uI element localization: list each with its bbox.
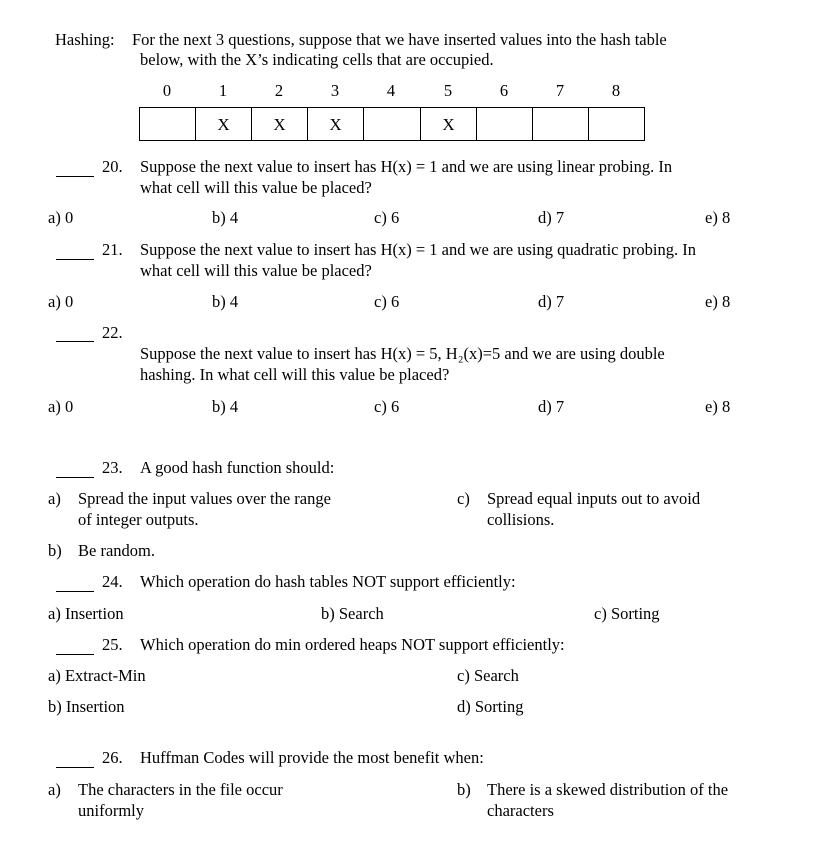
answer-blank[interactable]	[56, 341, 94, 342]
option-b[interactable]: Be random.	[78, 541, 155, 560]
option-a[interactable]: The characters in the file occur	[78, 780, 283, 799]
hash-cell	[363, 107, 421, 141]
cell-index: 7	[555, 81, 565, 100]
option-c[interactable]: Spread equal inputs out to avoid	[487, 489, 701, 508]
option-b[interactable]: b) 4	[212, 292, 239, 311]
hash-cell	[476, 107, 533, 141]
option-c[interactable]: c) 6	[374, 208, 400, 227]
cell-index: 2	[274, 81, 284, 100]
cell-index: 1	[218, 81, 228, 100]
option-b-letter[interactable]: b)	[457, 780, 471, 799]
intro-line-1: For the next 3 questions, suppose that we have inserted values into the hash table	[132, 30, 667, 49]
option-a-cont[interactable]: uniformly	[78, 801, 144, 820]
hash-cell: X	[307, 107, 364, 141]
question-number: 25.	[102, 635, 123, 654]
answer-blank[interactable]	[56, 259, 94, 260]
option-c[interactable]: c) 6	[374, 397, 400, 416]
question-text: hashing. In what cell will this value be placed?	[140, 365, 450, 384]
answer-blank[interactable]	[56, 591, 94, 592]
question-text: Suppose the next value to insert has H(x) = 1 and we are using quadratic probing. In	[140, 240, 696, 259]
question-text: Which operation do min ordered heaps NOT support efficiently:	[140, 635, 565, 654]
hash-cell	[532, 107, 589, 141]
option-a[interactable]: a) Extract-Min	[48, 666, 146, 685]
option-a[interactable]: a) 0	[48, 292, 74, 311]
answer-blank[interactable]	[56, 477, 94, 478]
question-number: 24.	[102, 572, 123, 591]
option-b[interactable]: There is a skewed distribution of the	[487, 780, 729, 799]
option-a[interactable]: a) 0	[48, 397, 74, 416]
question-text: what cell will this value be placed?	[140, 261, 372, 280]
option-c-cont[interactable]: collisions.	[487, 510, 555, 529]
question-number: 23.	[102, 458, 123, 477]
option-d[interactable]: d) 7	[538, 208, 565, 227]
option-b[interactable]: b) 4	[212, 397, 239, 416]
question-number: 20.	[102, 157, 123, 176]
intro-line-2: below, with the X’s indicating cells that are occupied.	[140, 50, 494, 69]
hash-cell: X	[251, 107, 308, 141]
question-text: Suppose the next value to insert has H(x) = 1 and we are using linear probing. In	[140, 157, 673, 176]
option-d[interactable]: d) Sorting	[457, 697, 524, 716]
option-d[interactable]: d) 7	[538, 292, 565, 311]
option-b[interactable]: b) 4	[212, 208, 239, 227]
option-a[interactable]: Spread the input values over the range	[78, 489, 331, 508]
option-b-cont[interactable]: characters	[487, 801, 554, 820]
option-c[interactable]: c) Sorting	[594, 604, 660, 623]
question-number: 21.	[102, 240, 123, 259]
option-a[interactable]: a) Insertion	[48, 604, 124, 623]
question-text: Which operation do hash tables NOT support efficiently:	[140, 572, 516, 591]
option-d[interactable]: d) 7	[538, 397, 565, 416]
answer-blank[interactable]	[56, 654, 94, 655]
option-c[interactable]: c) 6	[374, 292, 400, 311]
cell-index: 4	[386, 81, 396, 100]
question-text: Suppose the next value to insert has H(x) = 5, H₂(x)=5 and we are using double	[140, 344, 665, 363]
question-text: what cell will this value be placed?	[140, 178, 372, 197]
question-number: 26.	[102, 748, 123, 767]
option-e[interactable]: e) 8	[705, 208, 731, 227]
option-e[interactable]: e) 8	[705, 292, 731, 311]
cell-index: 6	[499, 81, 509, 100]
option-c[interactable]: c) Search	[457, 666, 519, 685]
hash-cell: X	[195, 107, 252, 141]
option-b[interactable]: b) Search	[321, 604, 384, 623]
option-a-cont[interactable]: of integer outputs.	[78, 510, 199, 529]
answer-blank[interactable]	[56, 767, 94, 768]
hash-cell	[588, 107, 645, 141]
hash-cell: X	[420, 107, 477, 141]
option-a[interactable]: a) 0	[48, 208, 74, 227]
answer-blank[interactable]	[56, 176, 94, 177]
question-text: Huffman Codes will provide the most benefit when:	[140, 748, 484, 767]
cell-index: 0	[162, 81, 172, 100]
option-a-letter[interactable]: a)	[48, 780, 61, 799]
option-c-letter[interactable]: c)	[457, 489, 470, 508]
cell-index: 8	[611, 81, 621, 100]
option-b-letter[interactable]: b)	[48, 541, 62, 560]
hash-cell	[139, 107, 196, 141]
option-b[interactable]: b) Insertion	[48, 697, 125, 716]
section-label: Hashing:	[55, 30, 115, 49]
cell-index: 5	[443, 81, 453, 100]
cell-index: 3	[330, 81, 340, 100]
question-number: 22.	[102, 323, 123, 342]
question-text: A good hash function should:	[140, 458, 335, 477]
option-a-letter[interactable]: a)	[48, 489, 61, 508]
option-e[interactable]: e) 8	[705, 397, 731, 416]
